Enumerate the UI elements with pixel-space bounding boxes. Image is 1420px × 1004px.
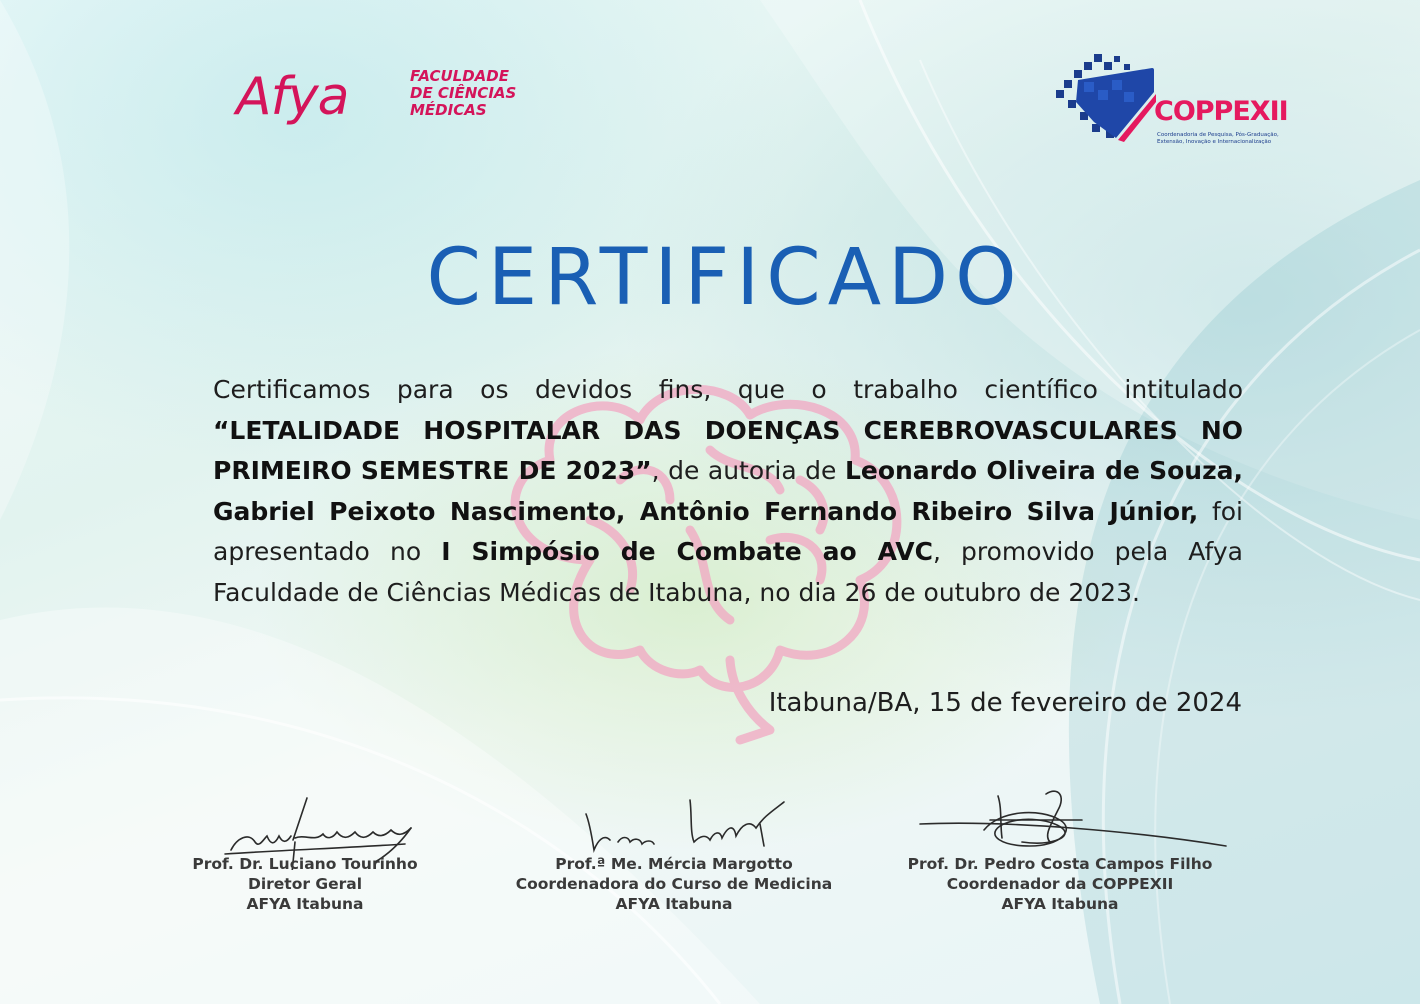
signature-block-coordinator-coppexii [890,780,1230,914]
coppexii-logo [1054,52,1304,148]
authorship-text: , de autoria de [651,456,845,485]
certificate-title: CERTIFICADO [426,233,1024,323]
authors: Leonardo Oliveira de Souza, Gabriel Peixoto Nascimento, Antônio Fernando Ribeiro Silva Júnior, [213,456,1243,526]
coppexii-subtitle [1157,132,1307,146]
certificate-body [213,370,1243,613]
event-name: I Simpósio de Combate ao AVC [441,537,933,566]
afya-subtitle-line3: MÉDICAS [410,101,487,119]
signature-2-name: Prof.ª Me. Mércia Margotto [555,855,793,873]
afya-logo [236,62,546,142]
signature-3-role: Coordenador da COPPEXII [946,875,1174,893]
signature-2-role: Coordenadora do Curso de Medicina [515,875,833,893]
afya-subtitle-line1: FACULDADE [410,67,509,85]
place-date: Itabuna/BA, 15 de fevereiro de 2024 [768,688,1242,718]
signature-3-institution: AFYA Itabuna [1001,895,1119,913]
signature-2-institution: AFYA Itabuna [615,895,733,913]
body-intro: Certificamos para os devidos fins, que o trabalho científico intitulado [213,375,1243,404]
afya-subtitle [410,68,516,119]
presented-text: foi apresentado no [213,496,1243,566]
coppexii-wordmark: COPPEXII [1154,96,1288,127]
body-closing: , promovido pela Afya Faculdade de Ciências Médicas de Itabuna, no dia 26 de outubro de 2023. [213,537,1243,607]
coppexii-subtitle-line2: Extensão, Inovação e Internacionalização [1157,139,1272,145]
signature-block-director [175,780,435,914]
signature-1-role: Diretor Geral [247,875,363,893]
coppexii-subtitle-line1: Coordenadoria de Pesquisa, Pós-Graduação, [1157,132,1279,138]
signature-3-name: Prof. Dr. Pedro Costa Campos Filho [907,855,1213,873]
afya-wordmark: Afya [236,67,349,127]
afya-subtitle-line2: DE CIÊNCIAS [410,84,517,102]
signature-1-name: Prof. Dr. Luciano Tourinho [192,855,418,873]
pixel-map-icon [1054,52,1164,144]
signature-1-institution: AFYA Itabuna [246,895,364,913]
signature-block-coordinator-medicine [494,780,854,914]
work-title: “LETALIDADE HOSPITALAR DAS DOENÇAS CEREBROVASCULARES NO PRIMEIRO SEMESTRE DE 2023” [213,415,1243,485]
